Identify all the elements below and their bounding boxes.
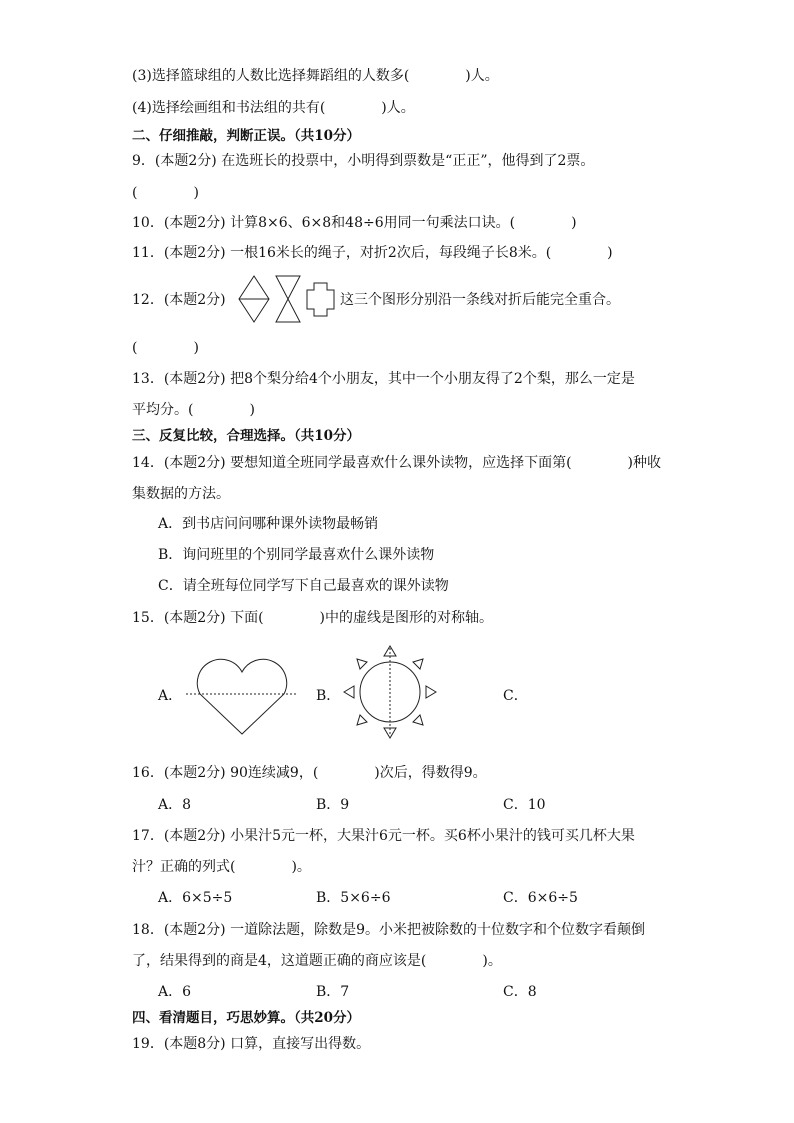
heart-figure	[184, 655, 300, 737]
question-13-line2: 平均分。( )	[132, 402, 255, 418]
question-12-blank: ( )	[132, 340, 199, 356]
question-14-line1: 14．(本题2分) 要想知道全班同学最喜欢什么课外读物，应选择下面第( )种收	[132, 455, 662, 471]
question-10: 10．(本题2分) 计算8×6、6×8和48÷6用同一句乘法口诀。( )	[132, 215, 577, 231]
option-15c-label: C．	[503, 688, 528, 704]
option-15b-label: B．	[316, 688, 341, 704]
line-q4: (4)选择绘画组和书法组的共有( )人。	[132, 100, 415, 116]
question-15: 15．(本题2分) 下面( )中的虚线是图形的对称轴。	[132, 610, 494, 626]
cross-figure	[307, 283, 334, 316]
option-18b: B．7	[316, 984, 350, 1000]
option-14b: B．询问班里的个别同学最喜欢什么课外读物	[158, 547, 435, 563]
question-12-prefix: 12．(本题2分)	[132, 292, 226, 308]
question-18-line1: 18．(本题2分) 一道除法题，除数是9。小米把被除数的十位数字和个位数字看颠倒	[132, 922, 646, 938]
question-9: 9．(本题2分) 在选班长的投票中，小明得到票数是“正正”，他得到了2票。	[132, 153, 595, 169]
option-14c: C．请全班每位同学写下自己最喜欢的课外读物	[158, 578, 449, 594]
question-12-text: 这三个图形分别沿一条线对折后能完全重合。	[340, 292, 620, 308]
line-q3: (3)选择篮球组的人数比选择舞蹈组的人数多( )人。	[132, 68, 499, 84]
option-18a: A．6	[158, 984, 192, 1000]
option-16b: B．9	[316, 797, 350, 813]
option-16a: A．8	[158, 797, 192, 813]
question-18-line2: 了，结果得到的商是4，这道题正确的商应该是( )。	[132, 953, 502, 969]
option-18c: C．8	[503, 984, 537, 1000]
option-17a: A．6×5÷5	[158, 890, 233, 906]
section-heading-4: 四、看清题目，巧思妙算。（共20分）	[132, 1010, 361, 1026]
hourglass-figure	[276, 276, 300, 322]
option-17b: B．5×6÷6	[316, 890, 391, 906]
question-11: 11．(本题2分) 一根16米长的绳子，对折2次后，每段绳子长8米。( )	[132, 245, 613, 261]
question-17-line2: 汁？正确的列式( )。	[132, 859, 311, 875]
option-17c: C．6×6÷5	[503, 890, 578, 906]
question-14-line2: 集数据的方法。	[132, 486, 230, 502]
q12-figures	[236, 275, 342, 325]
option-16c: C．10	[503, 797, 546, 813]
question-16: 16．(本题2分) 90连续减9，( )次后，得数得9。	[132, 765, 487, 781]
sun-figure	[338, 640, 442, 744]
question-9-blank: ( )	[132, 185, 199, 201]
option-15a-label: A．	[158, 688, 183, 704]
question-17-line1: 17．(本题2分) 小果汁5元一杯，大果汁6元一杯。买6杯小果汁的钱可买几杯大果	[132, 828, 635, 844]
question-13-line1: 13．(本题2分) 把8个梨分给4个小朋友，其中一个小朋友得了2个梨，那么一定是	[132, 371, 635, 387]
question-19: 19．(本题8分) 口算，直接写出得数。	[132, 1036, 371, 1052]
option-14a: A．到书店问问哪种课外读物最畅销	[158, 516, 379, 532]
section-heading-2: 二、仔细推敲，判断正误。（共10分）	[132, 128, 361, 144]
section-heading-3: 三、反复比较，合理选择。（共10分）	[132, 428, 361, 444]
